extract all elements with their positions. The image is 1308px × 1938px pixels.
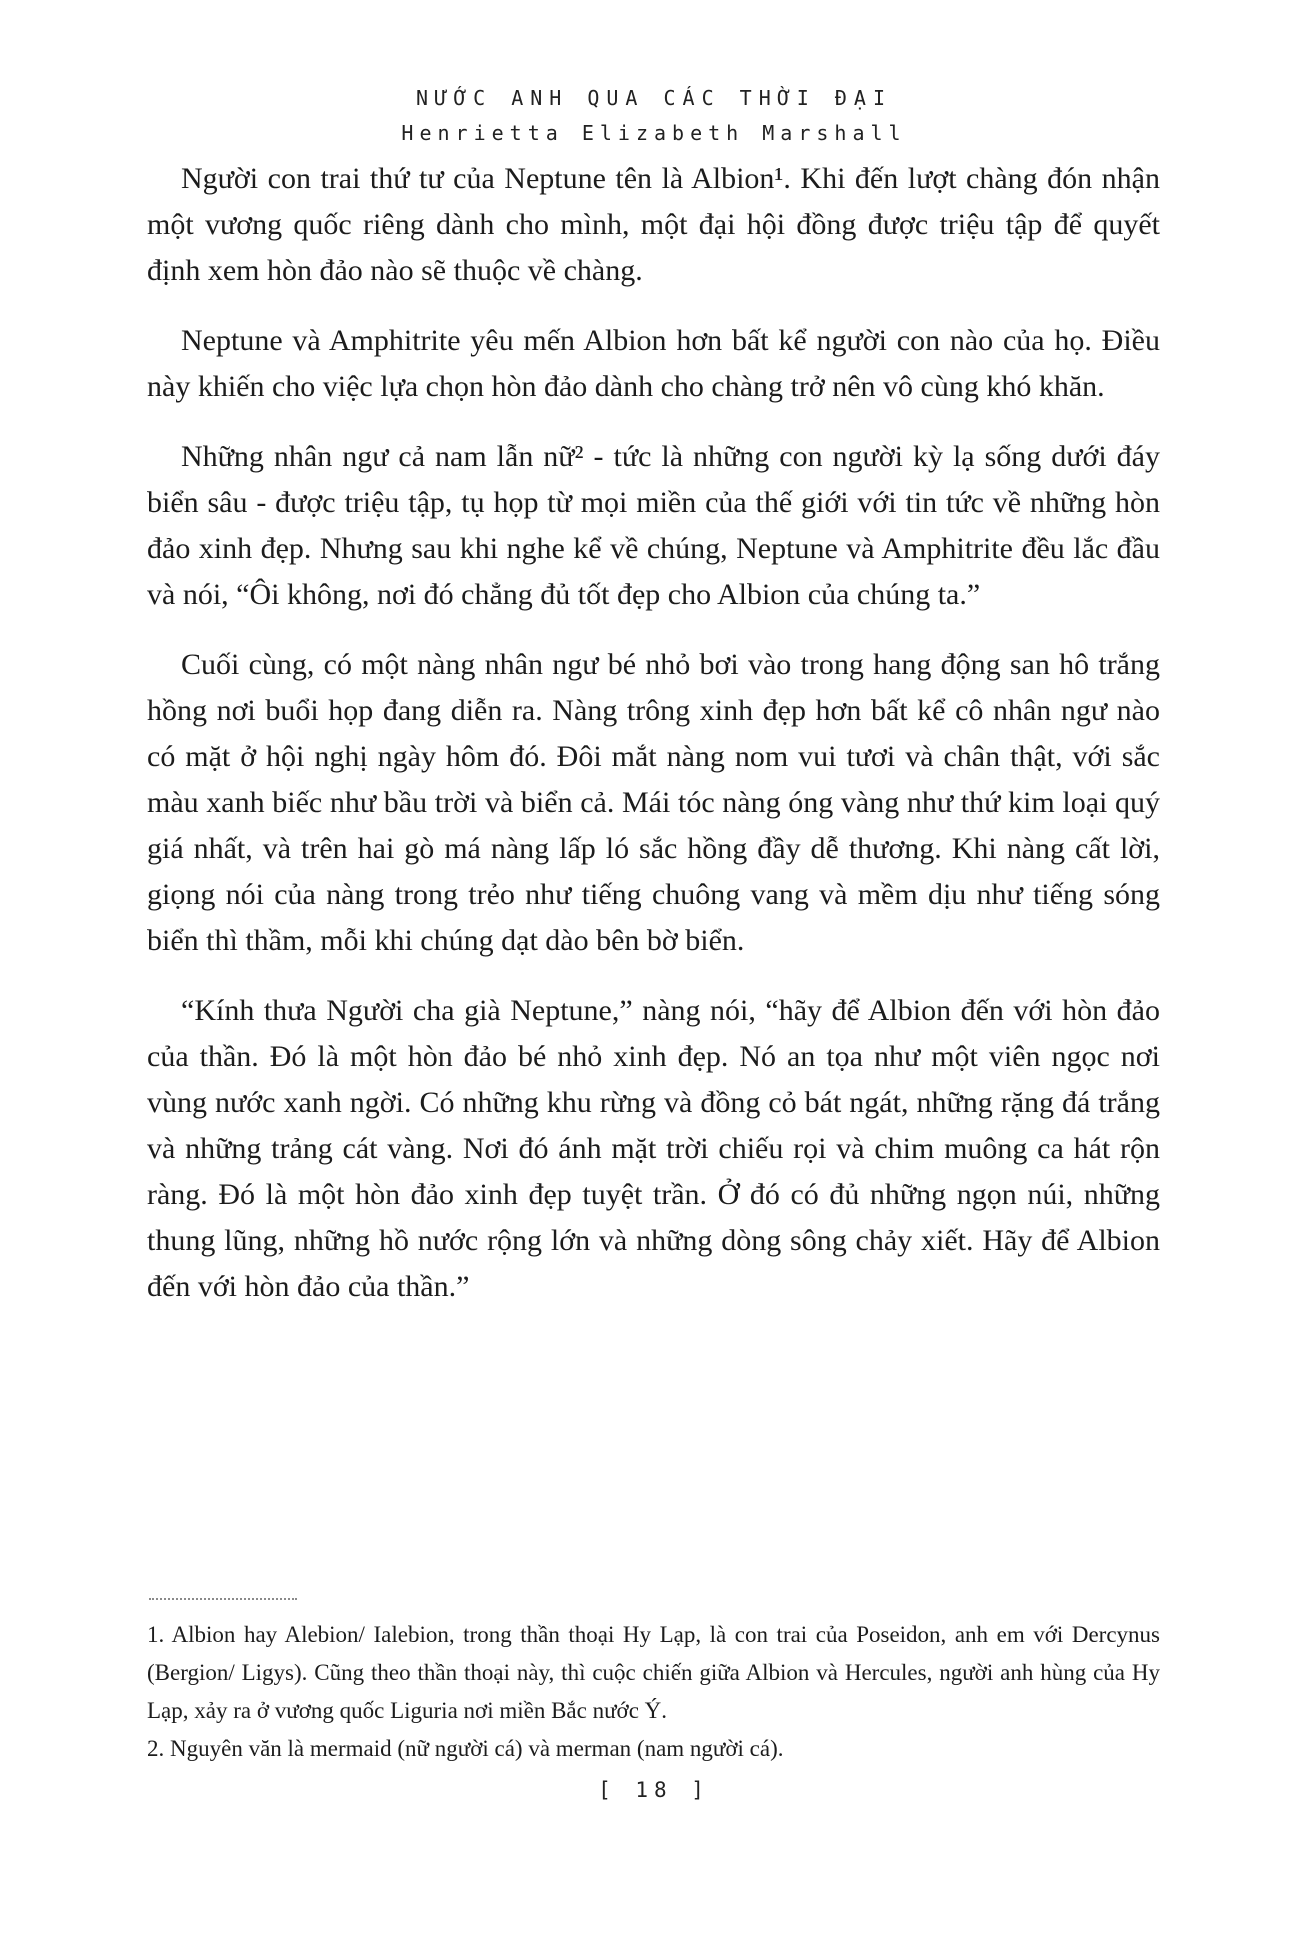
page-number: [ 18 ] xyxy=(598,1778,710,1802)
paragraph-2: Neptune và Amphitrite yêu mến Albion hơn bất kể người con nào của họ. Điều này khiến cho việc lựa chọn hòn đảo dành cho chàng trở nên vô cùng khó khăn. xyxy=(147,324,1160,403)
footnote-area xyxy=(147,1598,1160,1768)
paragraph-4: Cuối cùng, có một nàng nhân ngư bé nhỏ bơi vào trong hang động san hô trắng hồng nơi buổi họp đang diễn ra. Nàng trông xinh đẹp hơn bất kể cô nhân ngư nào có mặt ở hội nghị ngày hôm đó. Đôi mắt nàng nom vui tươi và chân thật, với sắc màu xanh biếc như bầu trời và biển cả. Mái tóc nàng óng vàng như thứ kim loại quý giá nhất, và trên hai gò má nàng lấp ló sắc hồng đầy dễ thương. Khi nàng cất lời, giọng nói của nàng trong trẻo như tiếng chuông vang và mềm dịu như tiếng sóng biển thì thầm, mỗi khi chúng dạt dào bên bờ biển. xyxy=(147,648,1160,957)
body-text xyxy=(147,156,1160,1334)
book-title: NƯỚC ANH QUA CÁC THỜI ĐẠI xyxy=(415,86,893,110)
page-header xyxy=(0,86,1308,145)
book-author: Henrietta Elizabeth Marshall xyxy=(401,121,907,145)
paragraph-1: Người con trai thứ tư của Neptune tên là Albion¹. Khi đến lượt chàng đón nhận một vương quốc riêng dành cho mình, một đại hội đồng được triệu tập để quyết định xem hòn đảo nào sẽ thuộc về chàng. xyxy=(147,162,1160,287)
footnote-1: 1. Albion hay Alebion/ Ialebion, trong thần thoại Hy Lạp, là con trai của Poseidon, anh em với Dercynus (Bergion/ Ligys). Cũng theo thần thoại này, thì cuộc chiến giữa Albion và Hercules, người anh hùng của Hy Lạp, xảy ra ở vương quốc Liguria nơi miền Bắc nước Ý. xyxy=(147,1622,1160,1723)
paragraph-3: Những nhân ngư cả nam lẫn nữ² - tức là những con người kỳ lạ sống dưới đáy biển sâu - được triệu tập, tụ họp từ mọi miền của thế giới với tin tức về những hòn đảo xinh đẹp. Nhưng sau khi nghe kể về chúng, Neptune và Amphitrite đều lắc đầu và nói, “Ôi không, nơi đó chẳng đủ tốt đẹp cho Albion của chúng ta.” xyxy=(147,440,1160,611)
footnote-divider xyxy=(149,1598,297,1600)
paragraph-5: “Kính thưa Người cha già Neptune,” nàng nói, “hãy để Albion đến với hòn đảo của thần. Đó là một hòn đảo bé nhỏ xinh đẹp. Nó an tọa như một viên ngọc nơi vùng nước xanh ngời. Có những khu rừng và đồng cỏ bát ngát, những rặng đá trắng và những trảng cát vàng. Nơi đó ánh mặt trời chiếu rọi và chim muông ca hát rộn ràng. Đó là một hòn đảo xinh đẹp tuyệt trần. Ở đó có đủ những ngọn núi, những thung lũng, những hồ nước rộng lớn và những dòng sông chảy xiết. Hãy để Albion đến với hòn đảo của thần.” xyxy=(147,994,1160,1303)
footnote-2: 2. Nguyên văn là mermaid (nữ người cá) và merman (nam người cá). xyxy=(147,1736,784,1761)
